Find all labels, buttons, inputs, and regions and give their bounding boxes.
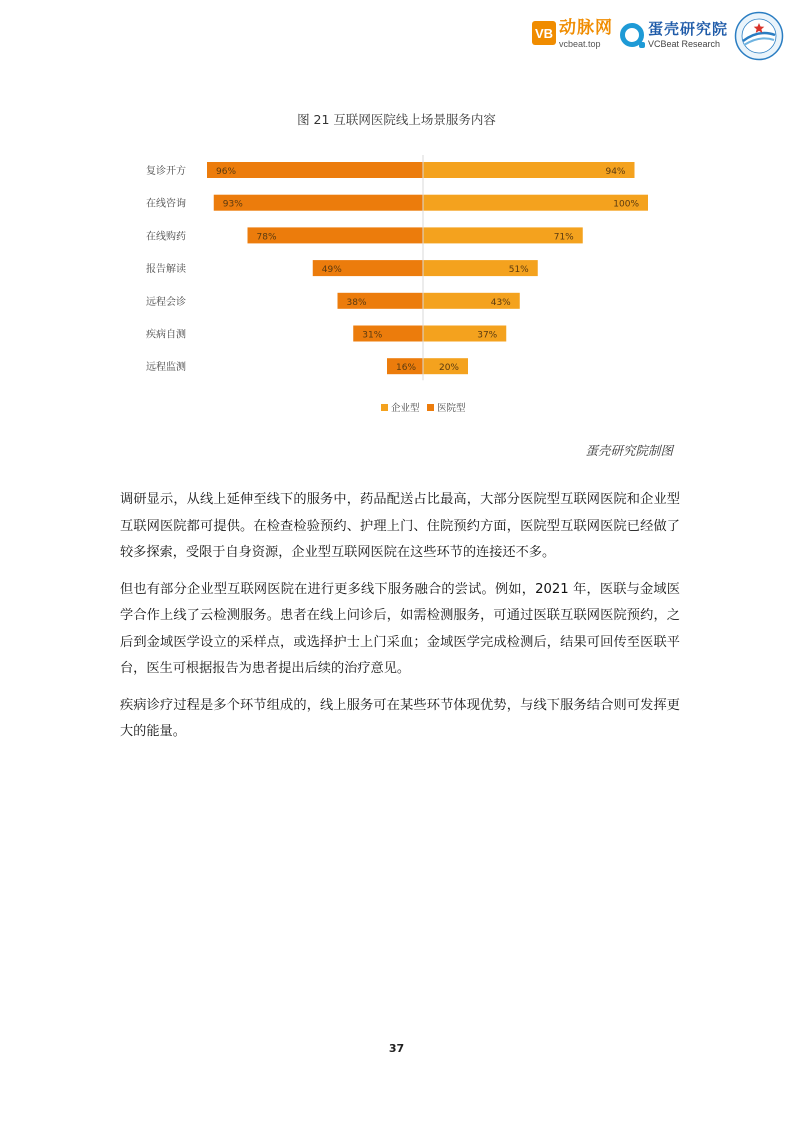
association-seal-icon: [734, 11, 784, 61]
bar-label-hospital: 93%: [222, 199, 243, 210]
vcbeat-research-logo-mark: [620, 23, 644, 47]
figure-source: 蛋壳研究院制图: [585, 443, 673, 458]
bar-label-enterprise: 20%: [438, 363, 459, 374]
bar-label-enterprise: 43%: [490, 297, 511, 308]
category-label: 在线咨询: [146, 198, 186, 210]
bar-label-enterprise: 51%: [508, 265, 529, 276]
vcbeat-research-logo: [620, 22, 728, 49]
vcbeat-logo-mark: VB: [532, 21, 556, 45]
chart-bars: [207, 162, 648, 374]
bar-label-hospital: 38%: [346, 297, 367, 308]
paragraph: 疾病诊疗过程是多个环节组成的，线上服务可在某些环节体现优势，与线下服务结合则可发挥更大的能量。: [120, 697, 680, 739]
vcbeat-research-logo-sub: VCBeat Research: [648, 39, 721, 49]
category-label: 远程会诊: [146, 296, 186, 308]
category-label: 远程监测: [146, 362, 186, 374]
legend-swatch: [427, 404, 434, 411]
bar-enterprise: [423, 162, 635, 178]
legend-swatch: [381, 404, 388, 411]
bar-hospital: [214, 195, 423, 211]
bar-label-enterprise: 94%: [605, 167, 626, 177]
legend-label: 医院型: [437, 403, 466, 414]
category-label: 报告解读: [146, 264, 186, 276]
figure-title: 图 21 互联网医院线上场景服务内容: [297, 112, 496, 127]
chart-legend: [381, 402, 466, 414]
category-labels: [146, 164, 186, 373]
paragraph: 但也有部分企业型互联网医院在进行更多线下服务融合的尝试。例如，2021 年，医联与金域医学合作上线了云检测服务。患者在线上问诊后，如需检测服务，可通过医联互联网医院预约，之后到金域医学设立的采样点，或选择护士上门采血；金域医学完成检测后，结果可回传至医联平台，医生可根据报告为患者提出后续的治疗意见。: [120, 581, 680, 676]
category-label: 在线购药: [146, 231, 186, 243]
bar-label-enterprise: 37%: [477, 330, 498, 341]
bar-label-enterprise: 71%: [553, 232, 574, 243]
bar-label-hospital: 96%: [216, 167, 237, 177]
legend-label: 企业型: [391, 403, 420, 414]
vcbeat-research-logo-name: 蛋壳研究院: [648, 20, 729, 38]
vcbeat-logo-url: vcbeat.top: [559, 39, 601, 49]
bar-label-hospital: 16%: [396, 363, 417, 374]
service-content-chart: [130, 150, 690, 430]
page-number: 37: [388, 1042, 405, 1055]
body-text: [120, 487, 680, 756]
category-label: 复诊开方: [146, 166, 186, 177]
vcbeat-logo-name: 动脉网: [559, 18, 613, 38]
bar-label-hospital: 49%: [321, 265, 342, 276]
category-label: 疾病自测: [146, 329, 186, 341]
paragraph: 调研显示，从线上延伸至线下的服务中，药品配送占比最高，大部分医院型互联网医院和企业型互联网医院都可提供。在检查检验预约、护理上门、住院预约方面，医院型互联网医院已经做了较多探索，受限于自身资源，企业型互联网医院在这些环节的连接还不多。: [120, 492, 680, 560]
vcbeat-logo: [532, 20, 613, 49]
bar-label-enterprise: 100%: [613, 199, 639, 210]
bar-hospital: [207, 162, 423, 178]
bar-label-hospital: 78%: [256, 232, 277, 243]
bar-label-hospital: 31%: [362, 330, 383, 341]
